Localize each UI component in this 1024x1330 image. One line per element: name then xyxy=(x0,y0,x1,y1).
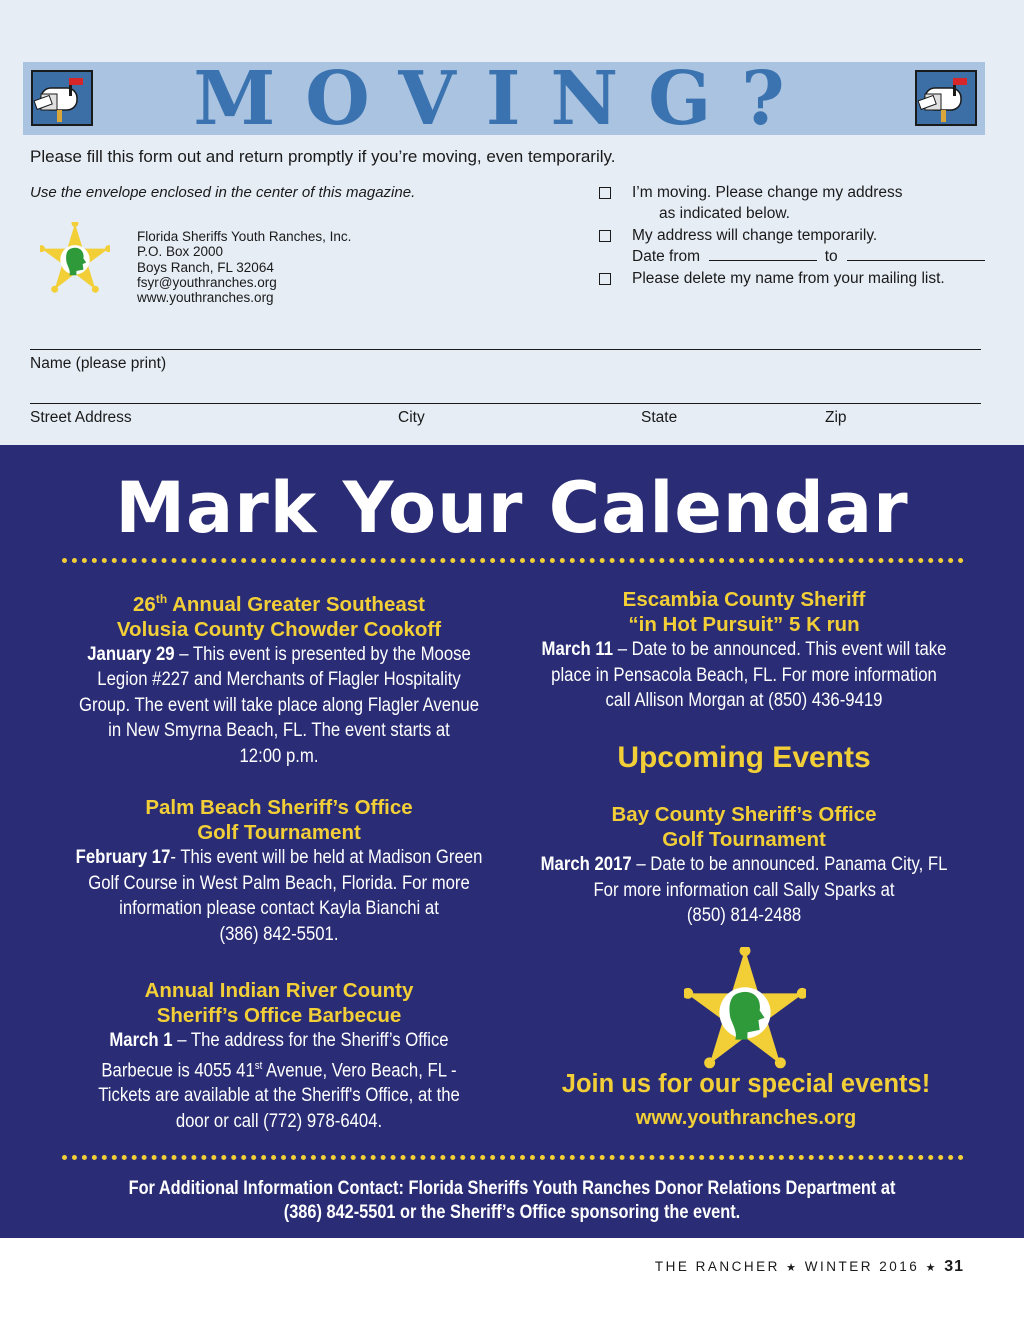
date-from-label: Date from xyxy=(632,248,701,265)
address-field[interactable] xyxy=(30,403,981,404)
event-date: March 11 xyxy=(541,639,614,660)
page-number: 31 xyxy=(944,1258,964,1275)
page-footer xyxy=(655,1258,964,1276)
org-address xyxy=(137,229,351,305)
mailbox-icon xyxy=(915,70,977,126)
event-text: door or call (772) 978-6404. xyxy=(175,1110,383,1132)
calendar-title: Mark Your Calendar xyxy=(115,467,909,549)
checkbox-moving[interactable] xyxy=(599,187,611,199)
checkbox-temporary[interactable] xyxy=(599,230,611,242)
event-text: Golf Course in West Palm Beach, Florida. For more xyxy=(88,872,470,894)
option-moving-label-cont: as indicated below. xyxy=(659,205,790,222)
date-range-row xyxy=(632,248,985,266)
contact-line: For Additional Information Contact: Florida Sheriffs Youth Ranches Donor Relations Department at xyxy=(128,1178,896,1199)
website-link[interactable]: www.youthranches.org xyxy=(635,1107,857,1129)
issue-name: WINTER 2016 xyxy=(804,1259,920,1274)
checkbox-delete[interactable] xyxy=(599,273,611,285)
event-description xyxy=(60,845,498,947)
date-to-field[interactable] xyxy=(847,248,985,261)
street-label: Street Address xyxy=(30,409,132,426)
calendar-section xyxy=(0,445,1024,1238)
dotted-divider xyxy=(62,558,964,563)
event-title-text: Annual Greater Southeast xyxy=(167,592,425,616)
option-moving-label: I’m moving. Please change my address xyxy=(632,184,903,201)
event-text: Barbecue is 4055 41 xyxy=(101,1059,255,1081)
event-text: - This event will be held at Madison Green xyxy=(170,847,483,868)
event-text: (850) 814-2488 xyxy=(686,905,802,926)
contact-line: (386) 842-5501 or the Sheriff’s Office sponsoring the event. xyxy=(283,1202,741,1223)
city-label: City xyxy=(398,409,425,426)
event-bay-county-golf xyxy=(495,802,993,929)
date-to-label: to xyxy=(824,248,838,265)
ordinal-suffix: st xyxy=(254,1059,263,1072)
event-title-line2: Sheriff’s Office Barbecue xyxy=(156,1004,402,1027)
event-text: – Date to be announced. This event will take xyxy=(613,639,947,660)
event-escambia-5k xyxy=(495,587,993,714)
moving-title: MOVING? xyxy=(193,56,815,142)
event-title xyxy=(30,587,528,617)
event-text: Avenue, Vero Beach, FL - xyxy=(262,1059,457,1081)
event-text: (386) 842-5501. xyxy=(219,923,339,945)
event-description xyxy=(525,852,963,929)
dotted-divider xyxy=(62,1155,964,1160)
event-text: Group. The event will take place along Flagler Avenue xyxy=(79,694,479,716)
event-date: January 29 xyxy=(87,643,175,665)
name-field[interactable] xyxy=(30,349,981,350)
event-title-line2: Golf Tournament xyxy=(197,821,361,844)
event-title-ordinal-suffix: th xyxy=(155,592,168,606)
name-label: Name (please print) xyxy=(30,355,167,372)
moving-banner xyxy=(23,56,985,142)
event-title-line2: “in Hot Pursuit” 5 K run xyxy=(628,613,860,636)
event-date: March 2017 xyxy=(540,854,632,875)
upcoming-events-heading: Upcoming Events xyxy=(617,741,871,774)
event-text: information please contact Kayla Bianchi at xyxy=(119,898,439,919)
event-text: 12:00 p.m. xyxy=(239,745,319,767)
event-title-ordinal: 26 xyxy=(133,592,156,616)
event-description xyxy=(60,642,498,770)
state-label: State xyxy=(641,409,678,426)
event-text: – Date to be announced. Panama City, FL xyxy=(631,854,948,875)
envelope-note: Use the envelope enclosed in the center of this magazine. xyxy=(30,184,416,201)
event-chowder-cookoff xyxy=(30,587,528,769)
option-temporary-label: My address will change temporarily. xyxy=(632,227,878,244)
event-title: Annual Indian River County xyxy=(144,979,414,1002)
date-from-field[interactable] xyxy=(709,248,817,261)
event-text: in New Smyrna Beach, FL. The event starts at xyxy=(108,720,450,742)
event-title-line2: Volusia County Chowder Cookoff xyxy=(116,617,442,641)
event-text: Legion #227 and Merchants of Flagler Hospitality xyxy=(97,669,461,691)
star-separator: ★ xyxy=(925,1261,938,1274)
org-website[interactable]: www.youthranches.org xyxy=(137,290,274,306)
sheriff-star-logo xyxy=(40,222,110,311)
event-title: Bay County Sheriff’s Office xyxy=(611,803,877,826)
event-title: Escambia County Sheriff xyxy=(622,588,866,611)
join-us-text: Join us for our special events! xyxy=(561,1070,931,1098)
zip-label: Zip xyxy=(825,409,847,426)
event-description xyxy=(60,1028,498,1134)
event-title-line2: Golf Tournament xyxy=(662,828,826,851)
publication-name: THE RANCHER xyxy=(654,1259,780,1274)
org-name: Florida Sheriffs Youth Ranches, Inc. xyxy=(137,229,352,244)
event-text: – The address for the Sheriff’s Office xyxy=(172,1030,449,1051)
event-text: Tickets are available at the Sheriff's Office, at the xyxy=(98,1085,460,1107)
contact-info xyxy=(72,1177,953,1225)
org-city: Boys Ranch, FL 32064 xyxy=(137,259,274,275)
form-instruction: Please fill this form out and return promptly if you’re moving, even temporarily. xyxy=(30,147,616,166)
star-separator: ★ xyxy=(786,1261,799,1274)
event-text: – This event is presented by the Moose xyxy=(174,643,471,665)
event-palm-beach-golf xyxy=(30,795,528,947)
event-date: March 1 xyxy=(109,1030,173,1051)
org-po-box: P.O. Box 2000 xyxy=(137,244,224,260)
moving-form-section xyxy=(0,0,1024,445)
event-date: February 17 xyxy=(75,847,171,868)
sheriff-star-logo xyxy=(684,947,806,1080)
event-text: place in Pensacola Beach, FL. For more information xyxy=(551,664,937,686)
event-description xyxy=(525,637,963,714)
event-title: Palm Beach Sheriff’s Office xyxy=(145,796,413,819)
org-email[interactable]: fsyr@youthranches.org xyxy=(137,274,277,290)
option-delete-label: Please delete my name from your mailing list. xyxy=(632,270,945,287)
event-indian-river-barbecue xyxy=(30,978,528,1134)
event-text: call Allison Morgan at (850) 436-9419 xyxy=(605,690,883,711)
event-text: For more information call Sally Sparks at xyxy=(593,879,895,901)
